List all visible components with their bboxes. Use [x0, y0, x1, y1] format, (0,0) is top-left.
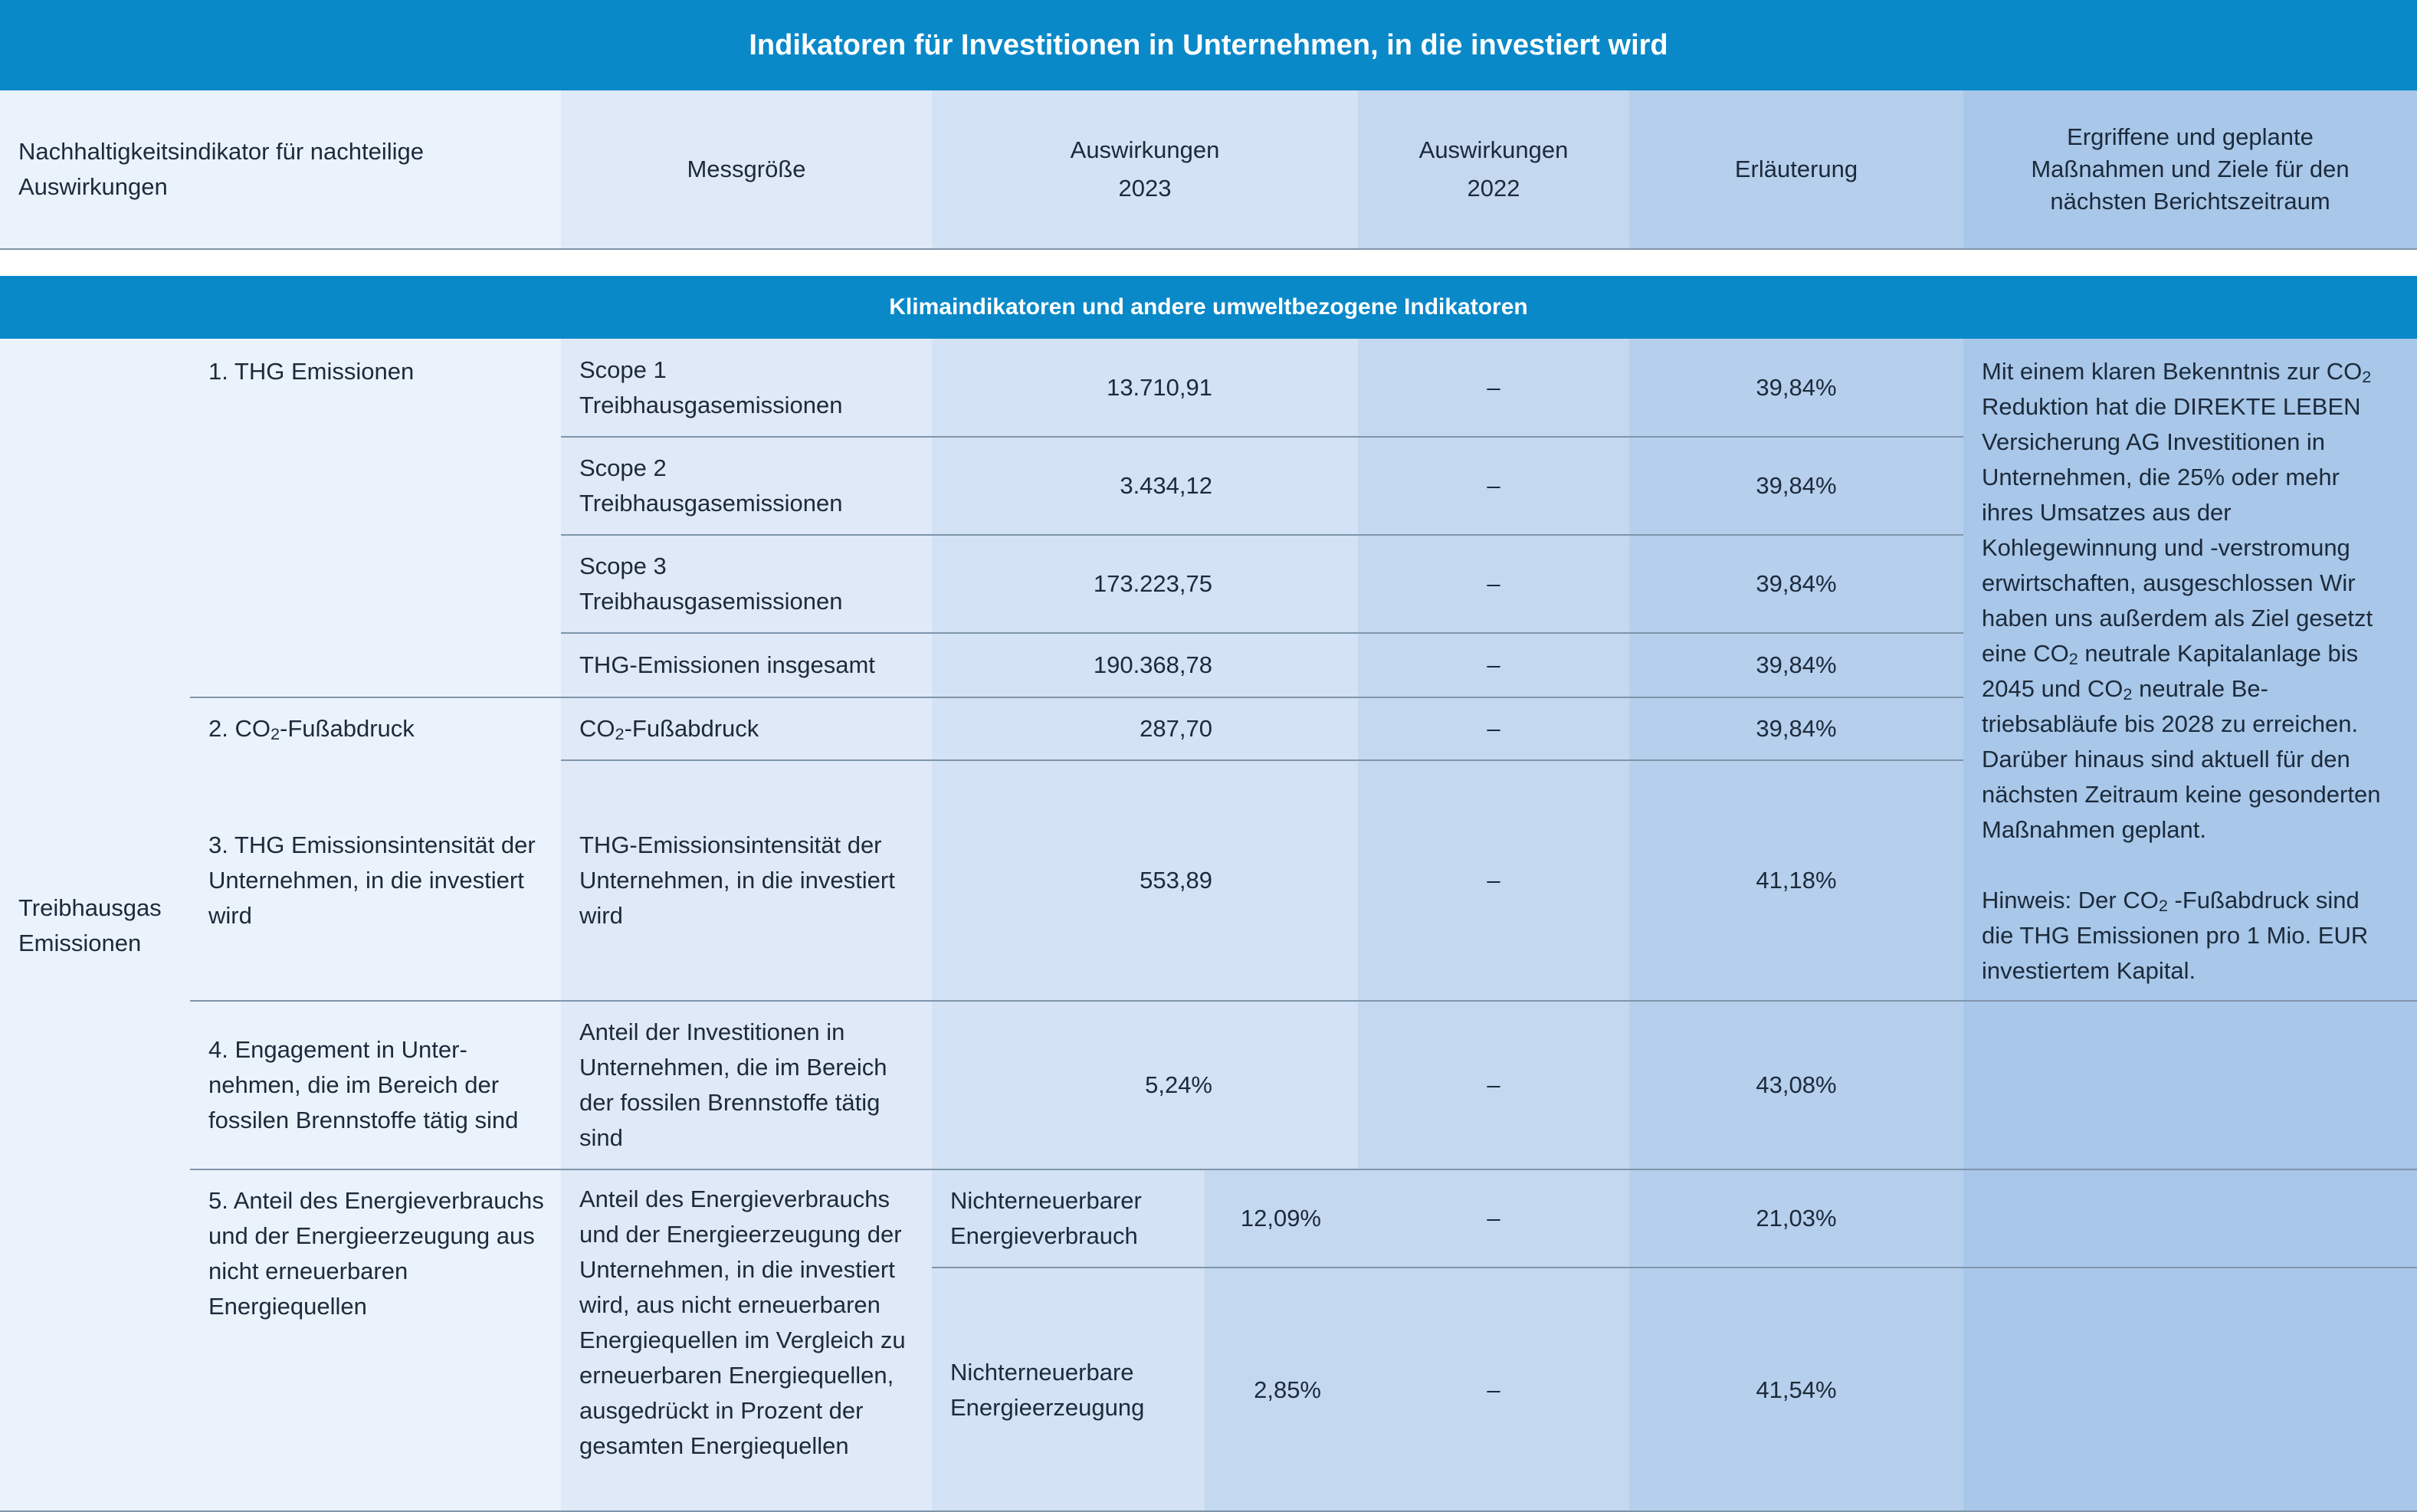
header-measures: Ergriffene und geplante Maßnahmen und Ziele für den nächsten Berichtszeitraum [1963, 90, 2417, 248]
explanation-scope1: 39,84% [1629, 339, 1963, 437]
explanation-production: 41,54% [1629, 1268, 1963, 1512]
sublabel-production: Nichterneuerbare Energieerzeugung [932, 1268, 1205, 1512]
value-2023-intensity: 553,89 [932, 760, 1358, 1001]
header-rule [0, 248, 2417, 250]
explanation-scope3: 39,84% [1629, 535, 1963, 633]
explanation-intensity: 41,18% [1629, 760, 1963, 1001]
rule-footprint [561, 759, 1963, 761]
actions-text [1963, 339, 2417, 1001]
value-2022-footprint: – [1358, 697, 1629, 760]
value-2023-scope3: 173.223,75 [932, 535, 1358, 633]
actions-paragraph-1: Mit einem klaren Bekenntnis zur $CO_2$ Reduktion hat die DIREKTE LEBEN Versicherung AG Investitionen in Unternehmen, die 25% oder mehr ihres Umsatzes aus der Kohlegewinnung und -verstromung erwirtschaften, ausgeschlossen Wir haben uns außerdem als Ziel gesetzt eine $CO_2$ neutrale Kapitalanlage bis 2045 und $CO_2$ neutrale Betriebsabläufe bis 2028 zu erreichen. Darüber hinaus sind aktuell für den nächsten Zeitraum keine gesonderten Maßnahmen geplant. [1982, 358, 2381, 843]
actions-paragraph-2: Hinweis: Der $CO_2$ -Fußabdruck sind die THG Emissionen pro 1 Mio. EUR investiertem Kapital. [1982, 887, 2369, 984]
indicator-footprint: 2. $CO_2$-Fußabdruck [190, 697, 561, 760]
indicator-intensity: 3. THG Emissionsintensität der Unternehmen, in die investiert wird [190, 760, 561, 1001]
measure-scope2: Scope 2 Treibhausgasemissionen [561, 437, 932, 535]
value-2023-scope1: 13.710,91 [932, 339, 1358, 437]
sublabel-consumption: Nichterneuerbarer Energieverbrauch [932, 1169, 1205, 1268]
value-2022-production: – [1358, 1268, 1629, 1512]
table-title: Indikatoren für Investitionen in Unternehmen, in die investiert wird [749, 28, 1668, 61]
rule-scope3 [561, 632, 1963, 634]
indicator-fossil: 4. Engagement in Unternehmen, die im Bereich der fossilen Brennstoffe tätig sind [190, 1001, 561, 1169]
value-2022-scope3: – [1358, 535, 1629, 633]
section-bar [0, 276, 2417, 339]
explanation-consumption: 21,03% [1629, 1169, 1963, 1268]
indicator-energy: 5. Anteil des Energieverbrauchs und der Energieerzeugung aus nicht erneuerbaren Energiequellen [190, 1169, 561, 1512]
explanation-fossil: 43,08% [1629, 1001, 1963, 1169]
measure-total: THG-Emissionen insgesamt [561, 633, 932, 697]
value-2022-scope1: – [1358, 339, 1629, 437]
group-ghg-emissions: Treibhausgas Emissionen [0, 339, 190, 1512]
actions-empty-fossil [1963, 1001, 2417, 1169]
header-impact-2023: Auswirkungen 2023 [932, 90, 1358, 248]
value-2023-production: 2,85% [1205, 1268, 1358, 1512]
rule-scope2 [561, 534, 1963, 536]
explanation-scope2: 39,84% [1629, 437, 1963, 535]
rule-intensity [190, 1000, 2417, 1002]
header-measure: Messgröße [561, 90, 932, 248]
rule-fossil [190, 1169, 2417, 1170]
header-indicator: Nachhaltigkeitsindikator für nachteilige Auswirkungen [0, 90, 561, 248]
value-2022-total: – [1358, 633, 1629, 697]
value-2023-scope2: 3.434,12 [932, 437, 1358, 535]
actions-empty-production [1963, 1268, 2417, 1512]
rule-ghg [190, 697, 1963, 698]
value-2022-intensity: – [1358, 760, 1629, 1001]
explanation-footprint: 39,84% [1629, 697, 1963, 760]
value-2022-scope2: – [1358, 437, 1629, 535]
measure-fossil: Anteil der Investitionen in Unternehmen, die im Bereich der fossilen Brennstoffe tätig sind [561, 1001, 932, 1169]
header-impact-2022: Auswirkungen 2022 [1358, 90, 1629, 248]
rule-energy-sub [932, 1267, 2417, 1268]
rule-scope1 [561, 436, 1963, 438]
explanation-total: 39,84% [1629, 633, 1963, 697]
section-title: Klimaindikatoren und andere umweltbezogene Indikatoren [889, 294, 1528, 320]
indicator-ghg: 1. THG Emissionen [190, 339, 561, 697]
measure-footprint: $CO_2$-Fußabdruck [561, 697, 932, 760]
header-explanation: Erläuterung [1629, 90, 1963, 248]
table-title-bar [0, 0, 2417, 90]
value-2023-total: 190.368,78 [932, 633, 1358, 697]
actions-empty-consumption [1963, 1169, 2417, 1268]
value-2023-fossil: 5,24% [932, 1001, 1358, 1169]
value-2022-consumption: – [1358, 1169, 1629, 1268]
measure-scope3: Scope 3 Treibhausgasemissionen [561, 535, 932, 633]
measure-energy: Anteil des Energieverbrauchs und der Energieerzeugung der Unternehmen, in die investiert wird, aus nicht erneuerbaren Energiequellen im Vergleich zu erneuerbaren Energiequellen, ausgedrückt in Prozent der gesamten Energiequellen [561, 1169, 932, 1512]
measure-intensity: THG-Emissionsintensität der Unternehmen, in die investiert wird [561, 760, 932, 1001]
measure-scope1: Scope 1 Treibhausgasemissionen [561, 339, 932, 437]
value-2022-fossil: – [1358, 1001, 1629, 1169]
value-2023-consumption: 12,09% [1205, 1169, 1358, 1268]
value-2023-footprint: 287,70 [932, 697, 1358, 760]
